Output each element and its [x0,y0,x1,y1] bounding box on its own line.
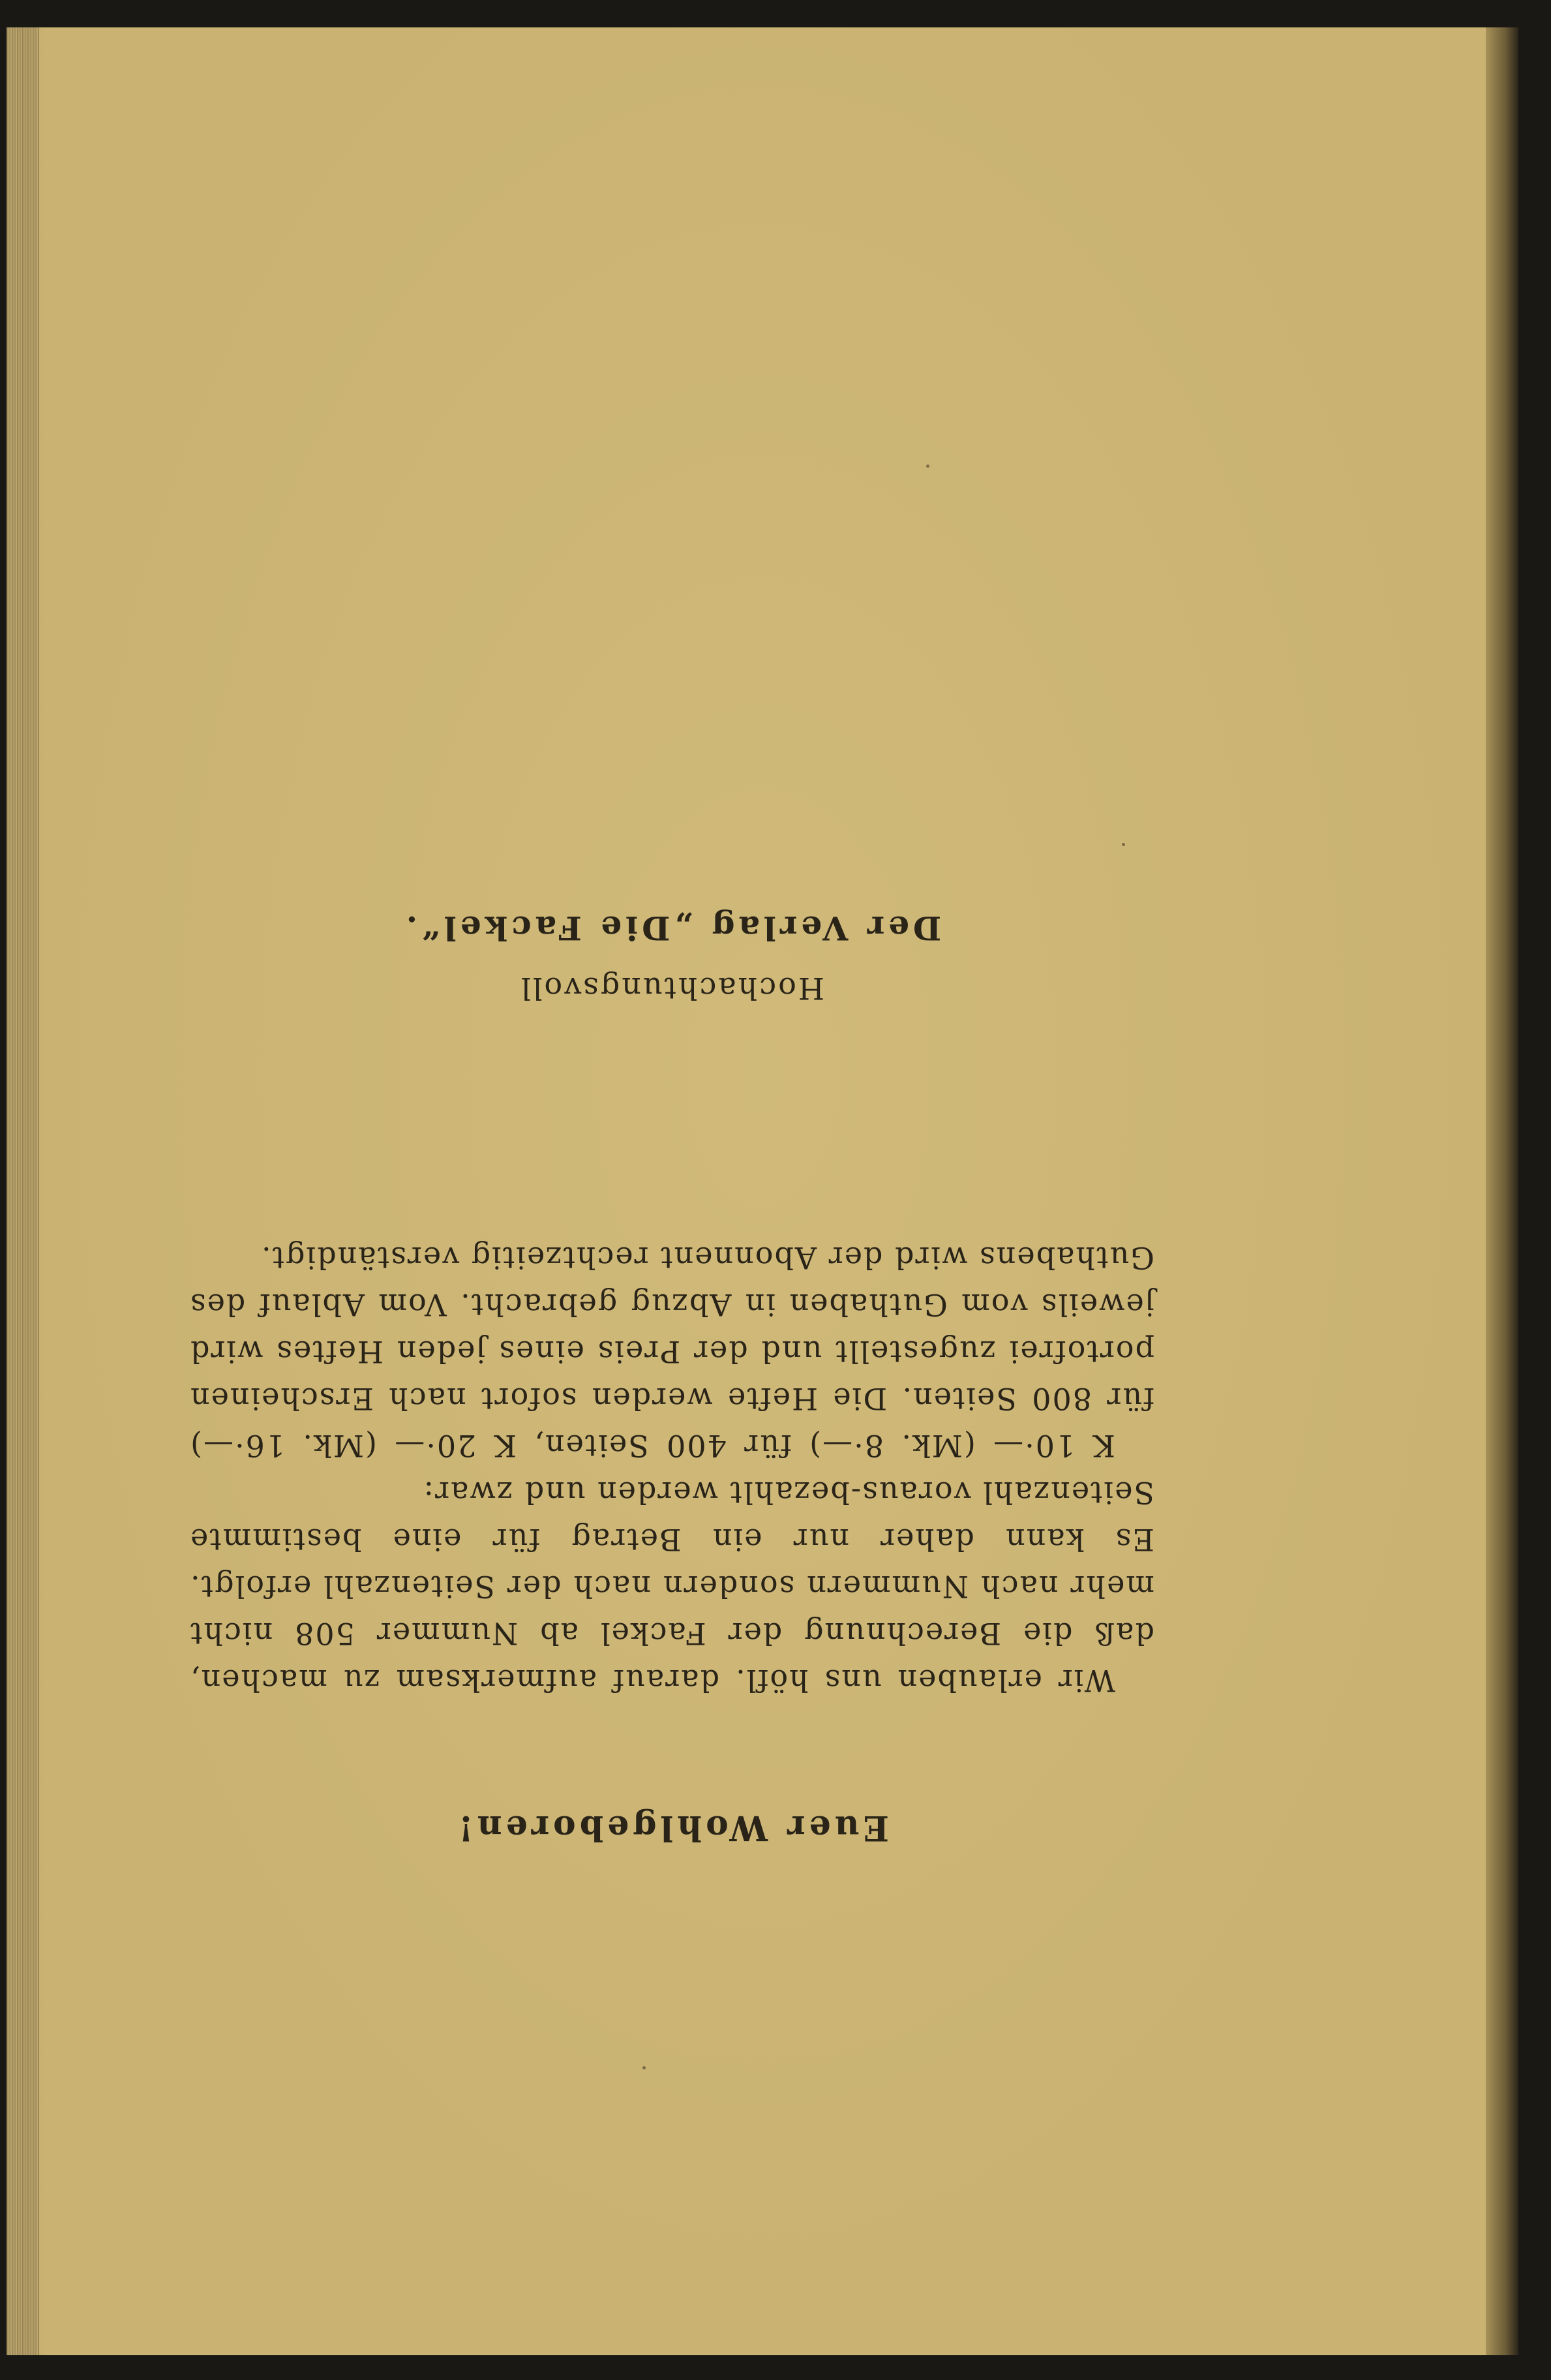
page-edges [7,27,39,2355]
letter-text [189,1234,1154,1704]
letter-signature: Der Verlag „Die Fackel“. [402,909,942,947]
paper-speck [642,2066,646,2069]
letter-salutation: Euer Wohlgeboren! [454,1808,890,1848]
paper-sheet [7,27,1518,2355]
paragraph-notice: Wir erlauben uns höfl. darauf aufmerksam zu machen, daß die Berechnung der Fackel ab Nummer 508 nicht mehr nach Nummern sondern nach der Seitenzahl erfolgt. Es kann daher nur ein Betrag für eine bestimmte Seitenzahl voraus-bezahlt werden und zwar: [189,1475,1154,1698]
paragraph-prices: K 10·— (Mk. 8·—) für 400 Seiten, K 20·— (Mk. 16·—) für 800 Seiten. Die Hefte werden sofort nach Erscheinen portofrei zugestellt und der Preis eines jeden Heftes wird jeweils vom Guthaben in Abzug gebracht. Vom Ablauf des Guthabens wird der Abonnent rechtzeitig verständigt. [189,1240,1154,1463]
letter-body-rotated [189,301,1154,1880]
binding-gutter [1486,27,1518,2355]
letter-closing: Hochachtungsvoll [519,971,824,1006]
